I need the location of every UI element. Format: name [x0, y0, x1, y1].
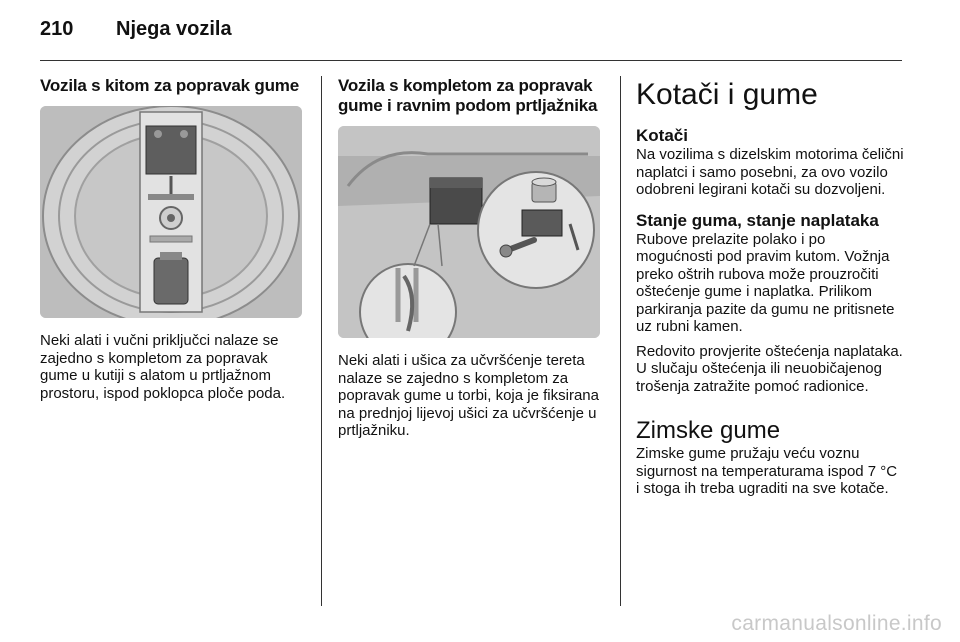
condition-heading: Stanje guma, stanje naplataka	[636, 210, 879, 230]
trunk-drawing	[338, 126, 600, 338]
kit-flat-floor-caption: Neki alati i ušica za učvršćenje tereta nalaze se zajedno s kompletom za popravak gume u torbi, koja je fiksirana na prednjoj lijevoj ušici za učvršćenje u prtljažniku.	[338, 352, 599, 439]
page-number: 210	[40, 18, 74, 40]
wheels-text: Na vozilima s dizelskim motorima čelični naplatci i samo posebni, za ovo vozilo odobreni legirani kotači su dozvoljeni.	[636, 146, 904, 198]
section-title: Kotači i gume	[636, 78, 818, 111]
condition-text-2: Redovito provjerite oštećenja naplataka. U slučaju oštećenja ili neuobičajenog trošenja zatražite pomoć radionice.	[636, 342, 903, 395]
tool-box-drawing	[40, 106, 302, 318]
kit-flat-floor-heading: Vozila s kompletom za popravak gume i ravnim podom prtljažnika	[338, 76, 598, 115]
column-divider-right	[620, 76, 621, 606]
trunk-bag-illustration	[338, 126, 600, 338]
column-divider-left	[321, 76, 322, 606]
winter-text: Zimske gume pružaju veću voznu sigurnost na temperaturama ispod 7 °C i stoga ih treba ugraditi na sve kotače.	[636, 445, 898, 497]
column-kit	[40, 76, 306, 402]
column-wheels-tyres	[636, 76, 904, 498]
page-title: Njega vozila	[116, 18, 232, 40]
wheels-heading: Kotači	[636, 126, 688, 145]
kit-caption: Neki alati i vučni priključci nalaze se zajedno s kompletom za popravak gume u kutiji s alatom u prtljažnom prostoru, ispod poklopca ploče poda.	[40, 332, 286, 402]
header-divider	[40, 60, 902, 61]
spare-wheel-well-illustration	[40, 106, 302, 318]
kit-heading: Vozila s kitom za popravak gume	[40, 76, 299, 95]
column-kit-flat-floor	[338, 76, 604, 440]
condition-text-1: Rubove prelazite polako i po mogućnosti pod pravim kutom. Vožnja preko oštrih rubova može prouzročiti oštećenje gume i naplatka. Prilikom parkiranja pazite da gumu ne pritisnete uz rubni kamen.	[636, 230, 895, 335]
winter-heading: Zimske gume	[636, 417, 781, 444]
watermark: carmanualsonline.info	[731, 612, 942, 635]
